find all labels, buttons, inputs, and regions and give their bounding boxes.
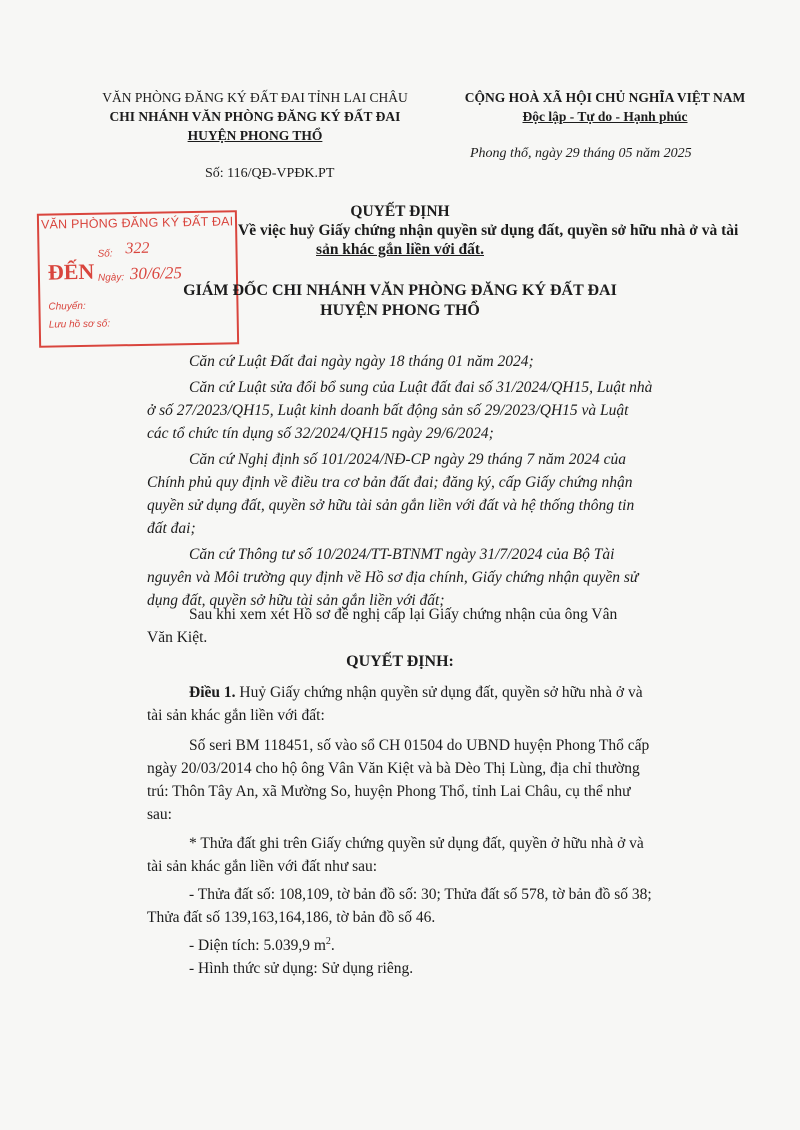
- parcel-numbers-line1: - Thửa đất số: 108,109, tờ bản đồ số: 30; Thửa đất số 578, tờ bản đồ số 38;: [189, 886, 652, 903]
- decision-subject-line2: [0, 241, 800, 259]
- stamp-den: ĐẾN: [47, 258, 95, 285]
- nation-title: CỘNG HOÀ XÃ HỘI CHỦ NGHĨA VIỆT NAM: [464, 90, 746, 105]
- basis-3-line2: Chính phủ quy định về điều tra cơ bản đất đai; đăng ký, cấp Giấy chứng nhận: [147, 474, 633, 491]
- document-number: Số: 116/QĐ-VPĐK.PT: [205, 166, 335, 181]
- cert-info-line1: Số seri BM 118451, số vào sổ CH 01504 do UBND huyện Phong Thổ cấp: [189, 737, 650, 754]
- basis-2-line2: ở số 27/2023/QH15, Luật kinh doanh bất động sản số 29/2023/QH15 và Luật: [147, 402, 629, 419]
- org-name-line2: CHI NHÁNH VĂN PHÒNG ĐĂNG KÝ ĐẤT ĐAI: [109, 109, 401, 124]
- nation-motto-text: Độc lập - Tự do - Hạnh phúc: [522, 109, 688, 124]
- basis-3-line4: đất đai;: [147, 520, 196, 537]
- article-1-label: Điều 1.: [189, 684, 236, 701]
- area-line: [189, 932, 335, 955]
- decision-title: QUYẾT ĐỊNH: [350, 203, 450, 220]
- basis-4-line3: dụng đất, quyền sở hữu tài sản gắn liền với đất;: [147, 592, 445, 609]
- area-text: - Diện tích: 5.039,9 m: [189, 937, 326, 955]
- parcel-numbers-line2: Thửa đất số 139,163,164,186, tờ bản đồ số 46.: [147, 909, 436, 926]
- parcel-intro-line1: * Thửa đất ghi trên Giấy chứng quyền sử dụng đất, quyền ở hữu nhà ở và: [189, 835, 644, 852]
- decision-subject-line1: Về việc huỷ Giấy chứng nhận quyền sử dụng đất, quyền sở hữu nhà ở và tài: [238, 222, 739, 239]
- cert-info-line3: trú: Thôn Tây An, xã Mường So, huyện Phong Thổ, tỉnh Lai Châu, cụ thể như: [147, 783, 631, 800]
- org-name-line3-text: HUYỆN PHONG THỔ: [187, 128, 323, 143]
- director-title-line1: GIÁM ĐỐC CHI NHÁNH VĂN PHÒNG ĐĂNG KÝ ĐẤT ĐAI: [183, 282, 617, 299]
- article-1-line2: tài sản khác gắn liền với đất:: [147, 707, 325, 724]
- decision-heading: QUYẾT ĐỊNH:: [346, 653, 454, 670]
- area-end: .: [330, 937, 335, 955]
- decision-subject-line2-text: sản khác gắn liền với đất.: [316, 241, 484, 258]
- stamp-luu-label: Lưu hồ sơ số:: [48, 318, 111, 331]
- stamp-chuyen-label: Chuyển:: [48, 300, 86, 313]
- org-name-line3: [80, 128, 430, 144]
- stamp-ngay-value: 30/6/25: [129, 263, 183, 284]
- article-1-line1: [189, 683, 643, 702]
- director-title-line2: HUYỆN PHONG THỔ: [320, 302, 480, 319]
- basis-4-line1: Căn cứ Thông tư số 10/2024/TT-BTNMT ngày 31/7/2024 của Bộ Tài: [189, 546, 615, 563]
- stamp-ngay-label: Ngày:: [97, 272, 125, 284]
- basis-3-line3: quyền sử dụng đất, quyền sở hữu tài sản gắn liền với đất và hệ thống thông tin: [147, 497, 635, 514]
- basis-4-line2: nguyên và Môi trường quy định về Hồ sơ địa chính, Giấy chứng nhận quyền sử: [147, 569, 639, 586]
- org-name-line1: VĂN PHÒNG ĐĂNG KÝ ĐẤT ĐAI TỈNH LAI CHÂU: [102, 90, 408, 105]
- cert-info-line4: sau:: [147, 806, 172, 823]
- article-1-text: Huỷ Giấy chứng nhận quyền sử dụng đất, quyền sở hữu nhà ở và: [235, 684, 643, 701]
- cert-info-line2: ngày 20/03/2014 cho hộ ông Vân Văn Kiệt và bà Dèo Thị Lùng, địa chỉ thường: [147, 760, 640, 777]
- parcel-intro-line2: tài sản khác gắn liền với đất như sau:: [147, 858, 378, 875]
- usage-form-line: - Hình thức sử dụng: Sử dụng riêng.: [189, 960, 414, 977]
- basis-2-line3: các tổ chức tín dụng số 32/2024/QH15 ngày 29/6/2024;: [147, 425, 494, 442]
- area-unit-superscript: 2: [325, 936, 331, 947]
- basis-1: Căn cứ Luật Đất đai ngày ngày 18 tháng 01 năm 2024;: [189, 353, 534, 370]
- basis-5-line2: Văn Kiệt.: [147, 629, 208, 646]
- stamp-so-label: Số:: [97, 248, 113, 260]
- nation-motto: [445, 109, 765, 125]
- place-date: Phong thổ, ngày 29 tháng 05 năm 2025: [470, 146, 692, 161]
- basis-3-line1: Căn cứ Nghị định số 101/2024/NĐ-CP ngày 29 tháng 7 năm 2024 của: [189, 451, 626, 468]
- stamp-heading: VĂN PHÒNG ĐĂNG KÝ ĐẤT ĐAI: [40, 214, 234, 232]
- basis-2-line1: Căn cứ Luật sửa đổi bổ sung của Luật đất đai số 31/2024/QH15, Luật nhà: [189, 379, 653, 396]
- stamp-so-value: 322: [125, 239, 150, 258]
- basis-5-line1: Sau khi xem xét Hồ sơ đề nghị cấp lại Giấy chứng nhận của ông Vân: [189, 606, 618, 623]
- received-stamp: [37, 210, 239, 347]
